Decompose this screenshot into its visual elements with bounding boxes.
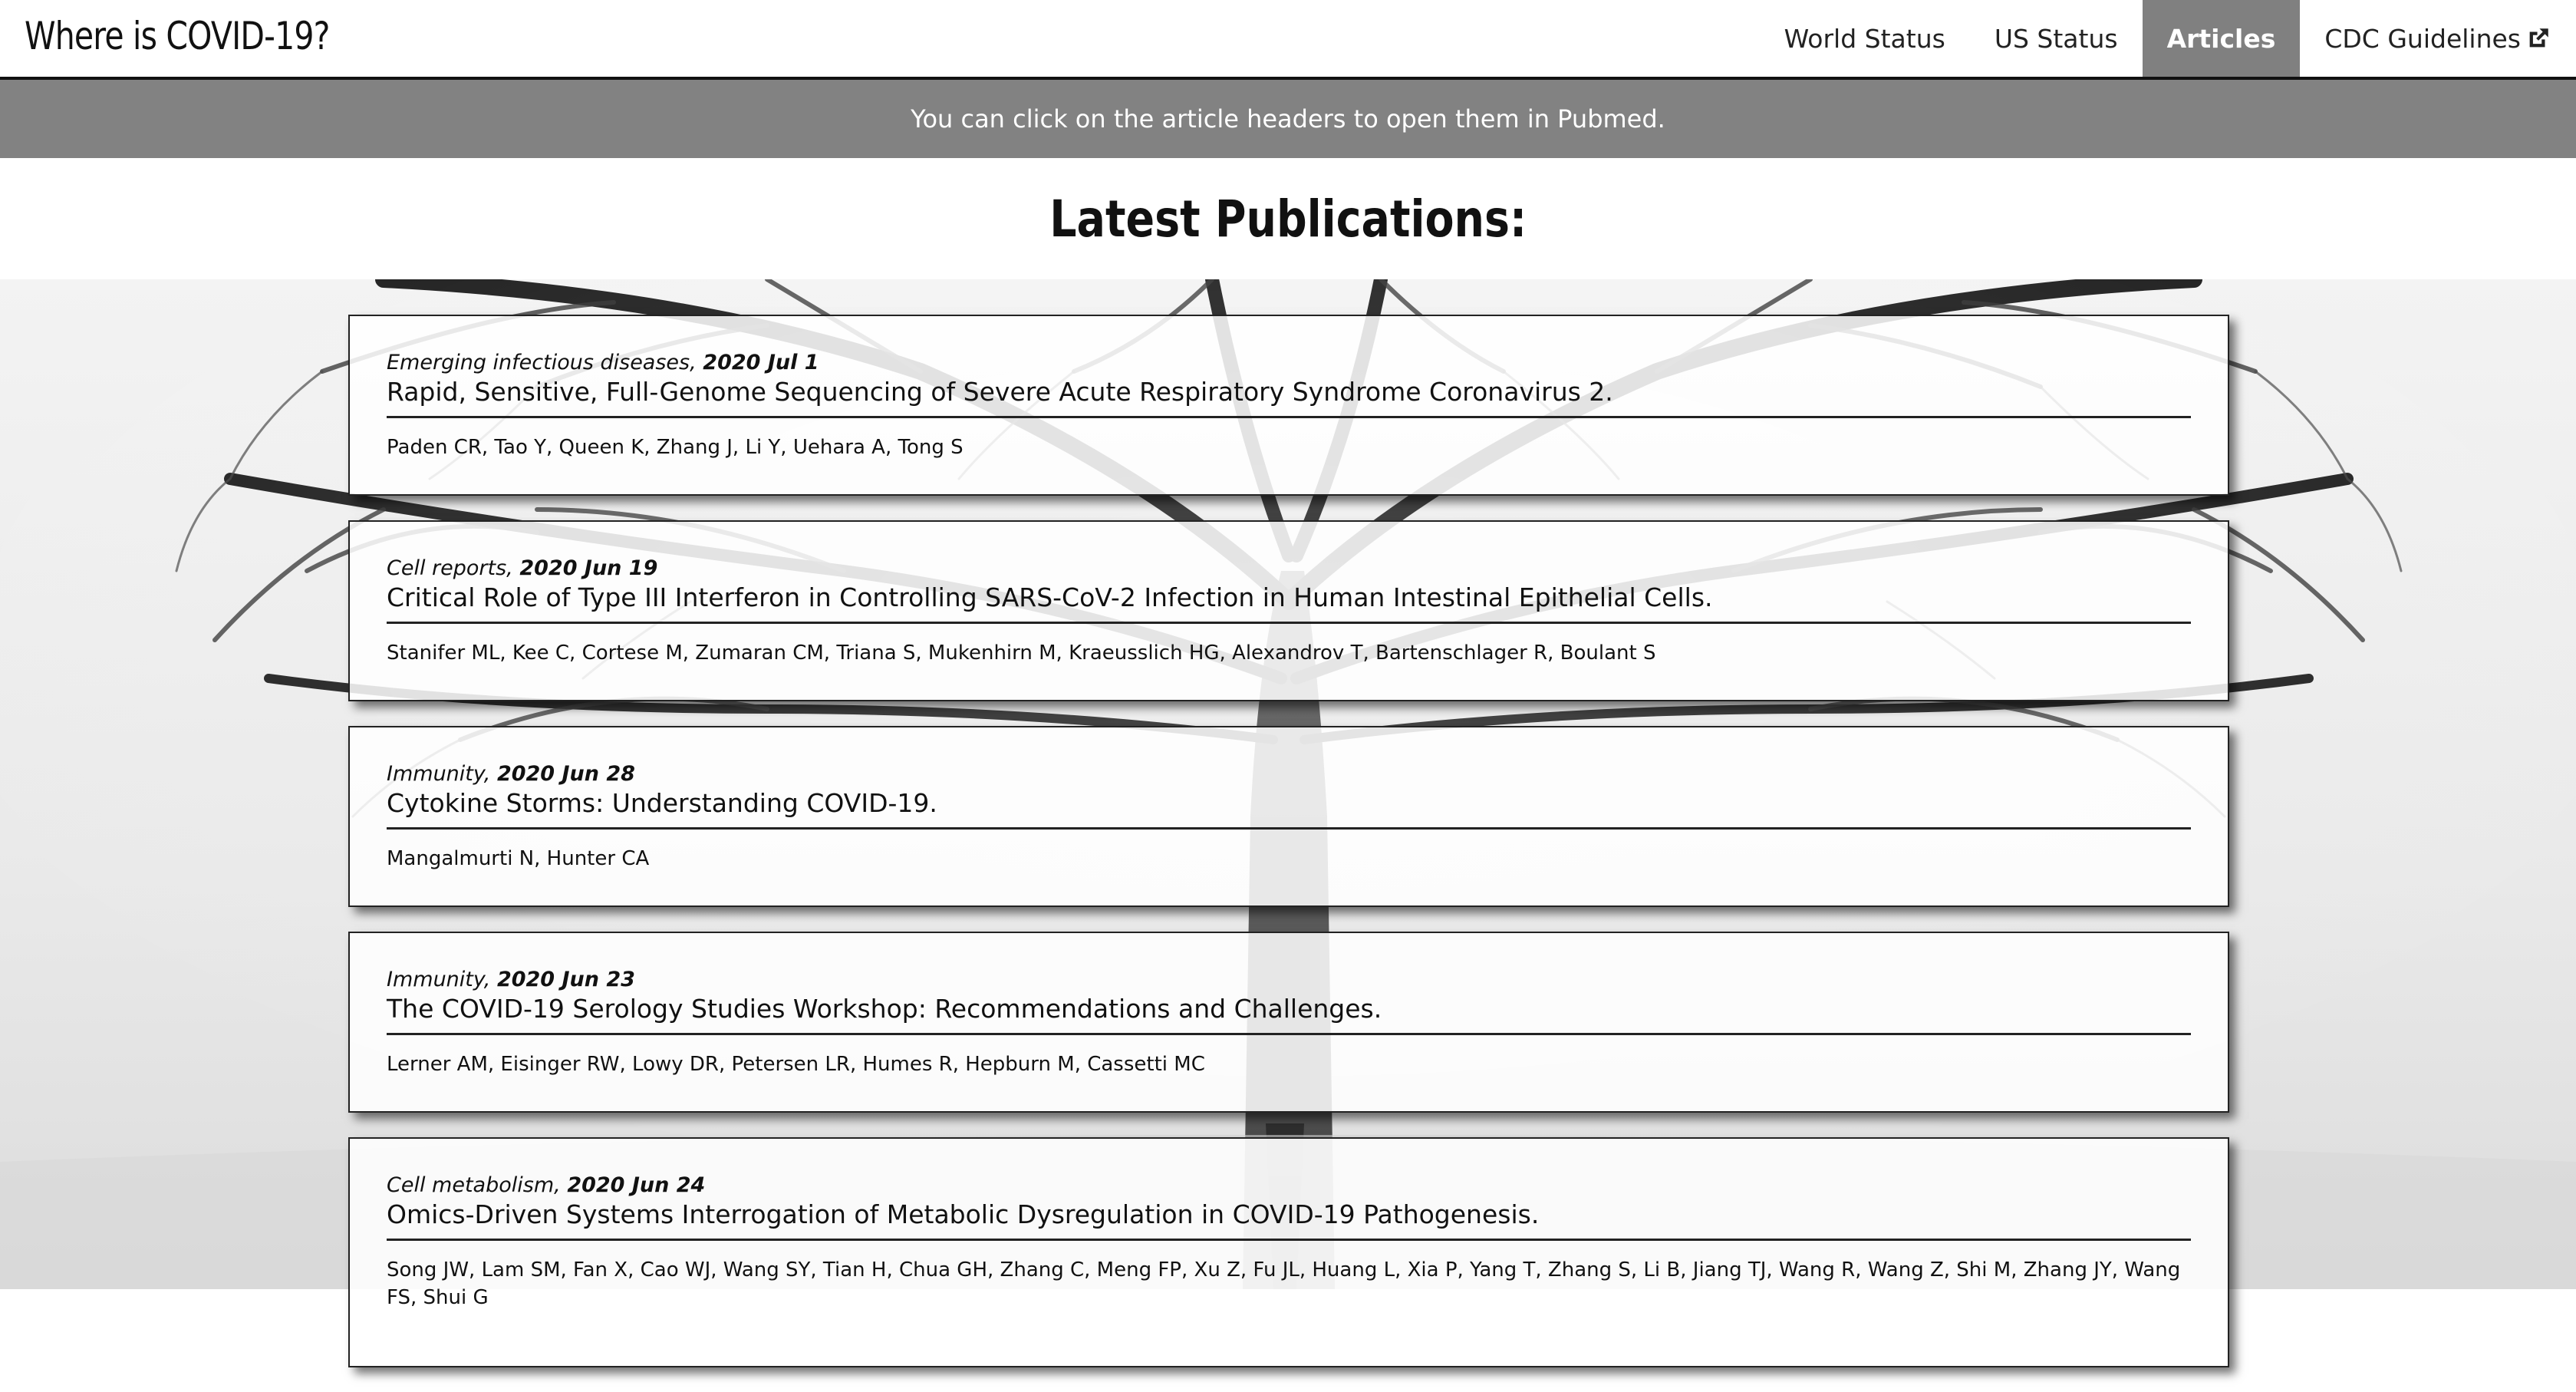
article-journal-line xyxy=(387,1173,2191,1199)
article-date: 2020 Jun 28 xyxy=(496,762,635,786)
article-authors: Lerner AM, Eisinger RW, Lowy DR, Petersen LR, Humes R, Hepburn M, Cassetti MC xyxy=(387,1053,1205,1076)
article-journal: Emerging infectious diseases, xyxy=(387,351,697,374)
article-title-link[interactable]: Critical Role of Type III Interferon in Controlling SARS-CoV-2 Infection in Human Intestinal Epithelial Cells. xyxy=(387,582,2191,624)
nav-cdc-guidelines-label: CDC Guidelines xyxy=(2324,23,2521,54)
external-link-icon xyxy=(2525,25,2551,51)
page-title: Latest Publications: xyxy=(1049,189,1527,249)
info-banner-text: You can click on the article headers to open them in Pubmed. xyxy=(911,104,1665,134)
article-list xyxy=(348,315,2229,1392)
article-journal: Immunity, xyxy=(387,968,491,991)
article-card xyxy=(348,932,2229,1113)
article-journal: Immunity, xyxy=(387,762,491,786)
nav-articles[interactable] xyxy=(2143,0,2301,77)
article-date: 2020 Jun 24 xyxy=(567,1173,706,1197)
article-card xyxy=(348,315,2229,496)
article-journal-line xyxy=(387,761,2191,787)
nav-world-status-label: World Status xyxy=(1784,23,1945,54)
nav-us-status-label: US Status xyxy=(1994,23,2118,54)
nav-cdc-guidelines[interactable] xyxy=(2300,0,2576,77)
info-banner xyxy=(0,80,2576,158)
article-date: 2020 Jul 1 xyxy=(703,351,819,374)
article-card xyxy=(348,520,2229,701)
article-title-link[interactable]: The COVID-19 Serology Studies Workshop: Recommendations and Challenges. xyxy=(387,993,2191,1035)
article-title-link[interactable]: Cytokine Storms: Understanding COVID-19. xyxy=(387,787,2191,830)
article-authors: Song JW, Lam SM, Fan X, Cao WJ, Wang SY, Tian H, Chua GH, Zhang C, Meng FP, Xu Z, Fu JL, Huang L, Xia P, Yang T, Zhang S, Li B, Jiang TJ, Wang R, Wang Z, Shi M, Zhang JY, Wang FS, Shui G xyxy=(387,1258,2181,1309)
article-authors: Stanifer ML, Kee C, Cortese M, Zumaran CM, Triana S, Mukenhirn M, Kraeusslich HG, Alexandrov T, Bartenschlager R, Boulant S xyxy=(387,642,1656,665)
heading-area xyxy=(0,158,2576,279)
article-journal: Cell metabolism, xyxy=(387,1173,561,1197)
nav-us-status[interactable] xyxy=(1970,0,2143,77)
article-title-link[interactable]: Omics-Driven Systems Interrogation of Metabolic Dysregulation in COVID-19 Pathogenesis. xyxy=(387,1199,2191,1241)
article-journal-line xyxy=(387,967,2191,993)
navbar xyxy=(0,0,2576,80)
article-journal-line xyxy=(387,556,2191,582)
article-title-link[interactable]: Rapid, Sensitive, Full-Genome Sequencing of Severe Acute Respiratory Syndrome Coronavirus 2. xyxy=(387,376,2191,418)
nav-links xyxy=(1760,0,2576,77)
nav-world-status[interactable] xyxy=(1760,0,1970,77)
article-card xyxy=(348,1137,2229,1367)
article-date: 2020 Jun 23 xyxy=(496,968,635,991)
brand-title[interactable]: Where is COVID-19? xyxy=(25,14,330,58)
nav-articles-label: Articles xyxy=(2166,23,2276,54)
article-card xyxy=(348,726,2229,907)
article-authors: Paden CR, Tao Y, Queen K, Zhang J, Li Y, Uehara A, Tong S xyxy=(387,436,964,459)
article-authors: Mangalmurti N, Hunter CA xyxy=(387,847,650,870)
article-journal-line xyxy=(387,350,2191,376)
article-date: 2020 Jun 19 xyxy=(519,556,658,580)
article-journal: Cell reports, xyxy=(387,556,513,580)
